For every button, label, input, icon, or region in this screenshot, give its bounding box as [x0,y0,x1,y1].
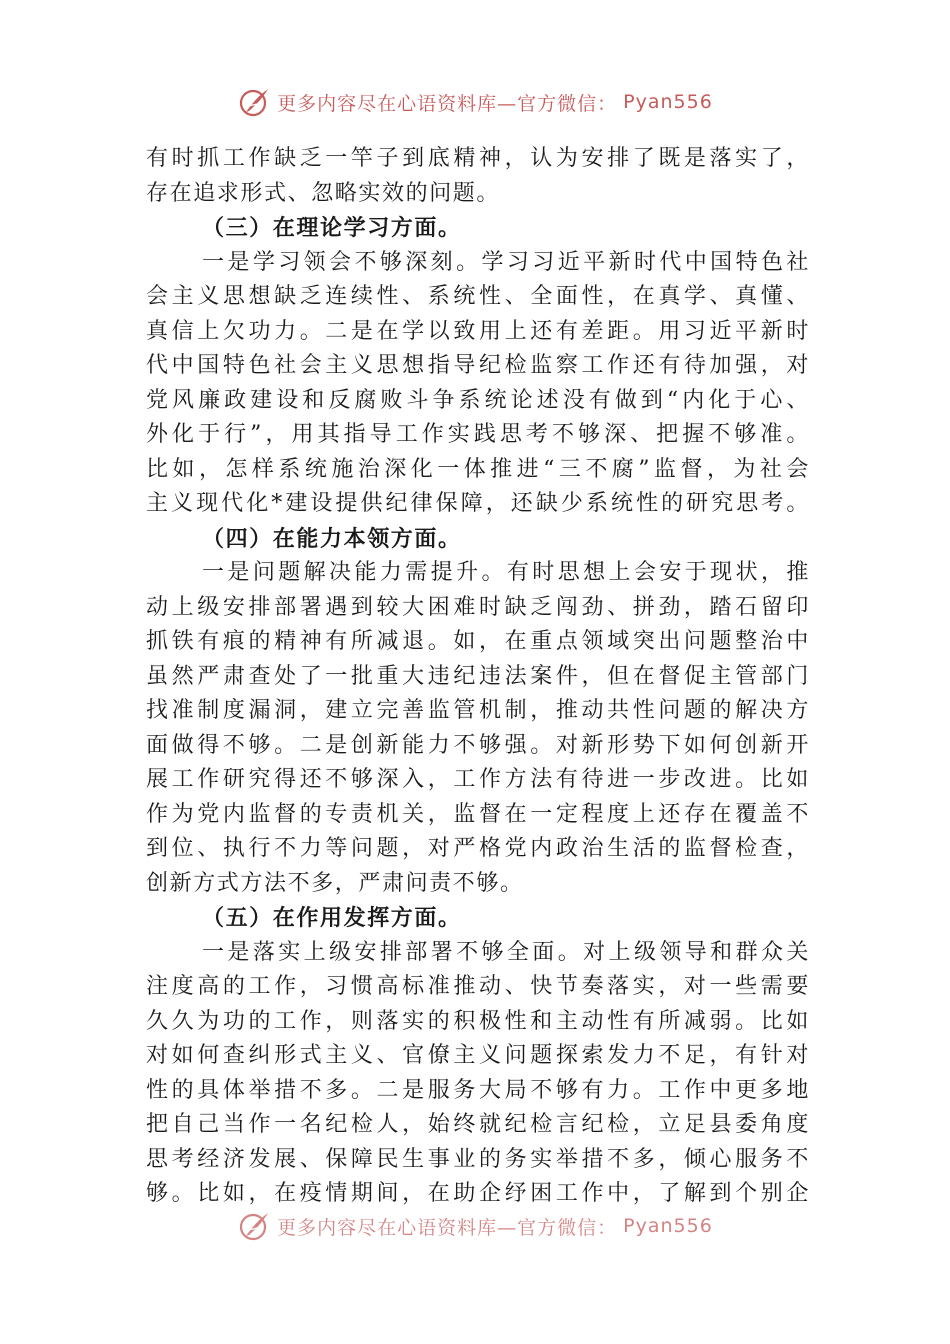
text-line: 外化于行”，用其指导工作实践思考不够深、把握不够准。 [146,422,810,447]
text-line: 会主义思想缺乏连续性、系统性、全面性，在真学、真懂、 [146,284,810,309]
text-line: 虽然严肃查处了一批重大违纪违法案件，但在督促主管部门 [146,663,810,689]
watermark-footer [0,1208,950,1244]
paragraph-last-line: 创新方式方法不多，严肃问责不够。 [146,870,524,896]
watermark-text: 更多内容尽在心语资料库—官方微信： [277,1216,618,1239]
paragraph-first-line: 一是学习领会不够深刻。学习习近平新时代中国特色社 [202,249,810,275]
watermark-header [0,84,950,120]
paragraph-first-line: 一是问题解决能力需提升。有时思想上会安于现状，推 [202,560,810,585]
text-line: 代中国特色社会主义思想指导纪检监察工作还有待加强，对 [146,353,810,378]
text-line: 把自己当作一名纪检人，始终就纪检言纪检，立足县委角度 [146,1112,810,1137]
text-line: 思考经济发展、保障民生事业的务实举措不多，倾心服务不 [146,1146,810,1172]
text-line: 抓铁有痕的精神有所减退。如，在重点领域突出问题整治中 [146,629,810,654]
text-line: 主义现代化*建设提供纪律保障，还缺少系统性的研究思考。 [146,491,810,516]
text-line: 展工作研究得还不够深入，工作方法有待进一步改进。比如 [146,767,810,792]
text-line: 久久为功的工作，则落实的积极性和主动性有所减弱。比如 [146,1008,810,1034]
paragraph-first-line: 一是落实上级安排部署不够全面。对上级领导和群众关 [202,939,810,965]
text-line: 找准制度漏洞，建立完善监管机制，推动共性问题的解决方 [146,698,810,723]
text-line: 性的具体举措不多。二是服务大局不够有力。工作中更多地 [146,1077,810,1103]
feather-pen-logo-icon [237,85,271,119]
text-line: 动上级安排部署遇到较大困难时缺乏闯劲、拼劲，踏石留印 [146,594,810,620]
section-heading: （三）在理论学习方面。 [202,215,462,241]
text-line: 作为党内监督的专责机关，监督在一定程度上还存在覆盖不 [146,801,810,827]
watermark-text: 更多内容尽在心语资料库—官方微信： [277,92,618,115]
text-line: 够。比如，在疫情期间，在助企纾困工作中，了解到个别企 [146,1181,810,1206]
text-line: 注度高的工作，习惯高标准推动、快节奏落实，对一些需要 [146,974,810,999]
text-line: 比如，怎样系统施治深化一体推进“三不腐”监督，为社会 [146,456,810,482]
section-heading: （四）在能力本领方面。 [202,525,462,552]
text-line: 党风廉政建设和反腐败斗争系统论述没有做到“内化于心、 [146,387,810,413]
text-line: 真信上欠功力。二是在学以致用上还有差距。用习近平新时 [146,318,810,344]
text-line: 面做得不够。二是创新能力不够强。对新形势下如何创新开 [146,732,810,758]
watermark-wechat-id: Pyan556 [623,91,713,113]
paragraph-last-line: 存在追求形式、忽略实效的问题。 [146,180,501,206]
feather-pen-logo-icon [237,1209,271,1243]
text-line: 对如何查纠形式主义、官僚主义问题探索发力不足，有针对 [146,1043,810,1068]
watermark-wechat-id: Pyan556 [623,1215,713,1237]
document-body [146,142,810,1212]
text-line: 到位、执行不力等问题，对严格党内政治生活的监督检查， [146,836,810,861]
text-line: 有时抓工作缺乏一竿子到底精神，认为安排了既是落实了， [146,146,810,171]
section-heading: （五）在作用发挥方面。 [202,905,462,931]
